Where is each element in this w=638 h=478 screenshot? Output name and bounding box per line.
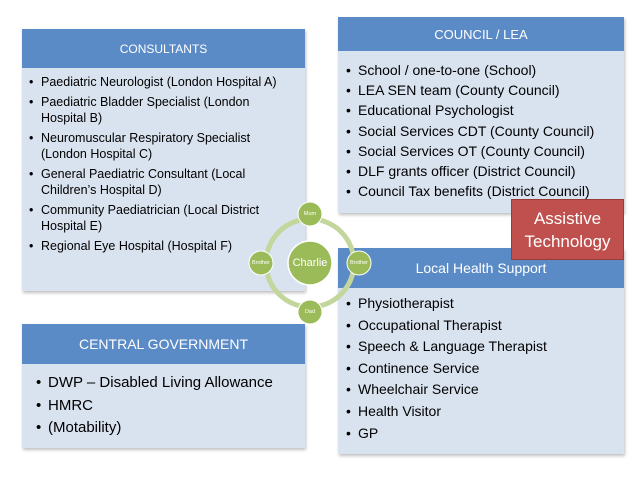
list-item: • Regional Eye Hospital (Hospital F) xyxy=(41,238,297,254)
family-node-dad: Dad xyxy=(304,309,316,315)
list-item: • HMRC xyxy=(48,395,298,418)
family-node-brother-left: Brother xyxy=(251,260,271,266)
central-government-header: CENTRAL GOVERNMENT xyxy=(22,324,305,364)
list-item: • Social Services OT (County Council) xyxy=(358,141,620,161)
central-government-box xyxy=(22,324,305,448)
family-diagram xyxy=(240,195,380,330)
assistive-line-1: Assistive xyxy=(533,208,602,228)
assistive-line-2: Technology xyxy=(524,231,611,251)
list-item: • Council Tax benefits (District Council) xyxy=(358,181,620,201)
assistive-technology-box xyxy=(511,199,624,260)
list-item: • Community Paediatrician (Local District Hospital E) xyxy=(41,202,297,234)
list-item: • General Paediatric Consultant (Local Children’s Hospital D) xyxy=(41,166,297,198)
council-box xyxy=(338,17,624,213)
list-item: • Speech & Language Therapist xyxy=(358,336,620,358)
local-health-box xyxy=(338,248,624,454)
list-item: • School / one-to-one (School) xyxy=(358,60,620,80)
family-node-mum: Mum xyxy=(303,211,317,217)
central-government-list xyxy=(48,372,298,440)
list-item: • Physiotherapist xyxy=(358,293,620,315)
council-list xyxy=(358,60,620,201)
family-node-charlie: Charlie xyxy=(292,257,328,269)
consultants-header: CONSULTANTS xyxy=(22,29,305,68)
list-item: • GP xyxy=(358,423,620,445)
list-item: • Continence Service xyxy=(358,358,620,380)
list-item: • Educational Psychologist xyxy=(358,100,620,120)
list-item: • DWP – Disabled Living Allowance xyxy=(48,372,298,395)
list-item: • Paediatric Bladder Specialist (London Hospital B) xyxy=(41,94,297,126)
list-item: • Paediatric Neurologist (London Hospital A) xyxy=(41,74,297,90)
list-item: • Neuromuscular Respiratory Specialist (London Hospital C) xyxy=(41,130,297,162)
list-item: • LEA SEN team (County Council) xyxy=(358,80,620,100)
local-health-list xyxy=(358,293,620,444)
family-node-brother-right: Brother xyxy=(349,260,369,266)
list-item: • DLF grants officer (District Council) xyxy=(358,161,620,181)
list-item: • Occupational Therapist xyxy=(358,315,620,337)
local-health-header: Local Health Support xyxy=(338,248,624,288)
council-header: COUNCIL / LEA xyxy=(338,17,624,51)
list-item: • Health Visitor xyxy=(358,401,620,423)
list-item: • Wheelchair Service xyxy=(358,379,620,401)
list-item: • (Motability) xyxy=(48,417,298,440)
list-item: • Social Services CDT (County Council) xyxy=(358,121,620,141)
